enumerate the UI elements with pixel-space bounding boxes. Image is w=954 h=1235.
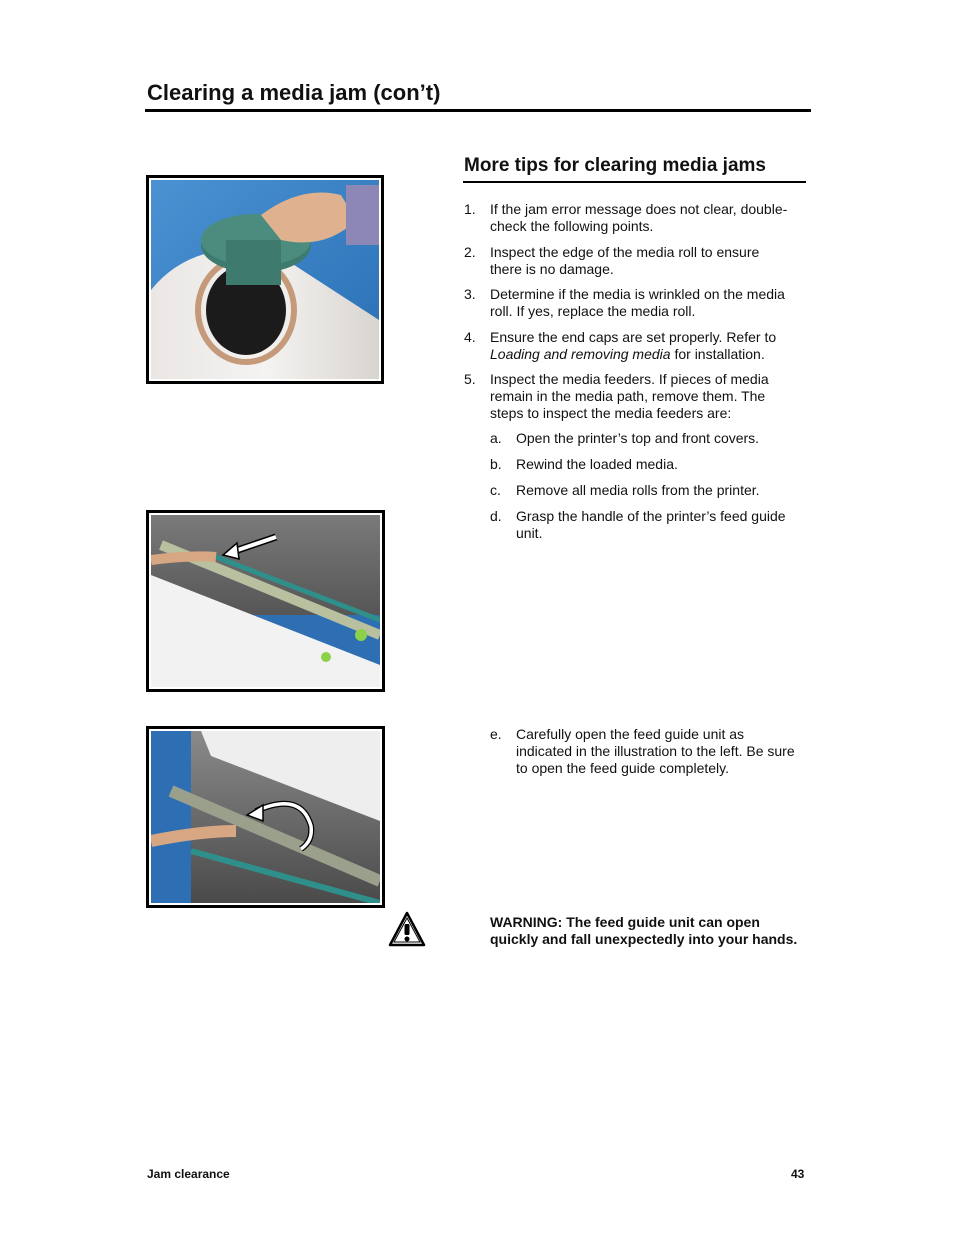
footer-page-number: 43 bbox=[791, 1167, 805, 1181]
substep-letter: e. bbox=[490, 726, 502, 742]
substep-text: Remove all media rolls from the printer. bbox=[516, 482, 760, 498]
cross-reference-link: Loading and removing media bbox=[490, 346, 671, 362]
step-number: 5. bbox=[464, 371, 476, 387]
step-text: Inspect the edge of the media roll to ensure there is no damage. bbox=[490, 244, 760, 277]
footer-chapter: Jam clearance bbox=[147, 1167, 230, 1181]
substep-letter: a. bbox=[490, 430, 502, 446]
substep-a bbox=[490, 430, 806, 447]
step-text-plain: for installation. bbox=[670, 346, 765, 362]
step-4 bbox=[464, 329, 806, 363]
substep-letter: b. bbox=[490, 456, 502, 472]
substep-e bbox=[490, 726, 806, 778]
feed-guide-handle-photo bbox=[146, 510, 385, 692]
title-rule bbox=[145, 109, 811, 112]
warning-triangle-icon bbox=[388, 910, 426, 948]
substep-text: Rewind the loaded media. bbox=[516, 456, 678, 472]
step-text: Inspect the media feeders. If pieces of media remain in the media path, remove them. The steps to inspect the media feeders are: bbox=[490, 371, 769, 421]
substep-letter: c. bbox=[490, 482, 501, 498]
step-text bbox=[490, 329, 806, 363]
step-number: 3. bbox=[464, 286, 476, 302]
step-text-plain: Ensure the end caps are set properly. Refer to bbox=[490, 329, 777, 345]
step-text: If the jam error message does not clear, double-check the following points. bbox=[490, 201, 788, 234]
page-title: Clearing a media jam (con’t) bbox=[147, 80, 441, 105]
step-number: 2. bbox=[464, 244, 476, 260]
end-cap-photo bbox=[146, 175, 384, 384]
step-3 bbox=[464, 286, 806, 320]
warning-text: WARNING: The feed guide unit can open quickly and fall unexpectedly into your hands. bbox=[490, 914, 798, 947]
section-rule bbox=[463, 181, 806, 183]
step-5 bbox=[464, 371, 806, 423]
substep-text: Carefully open the feed guide unit as indicated in the illustration to the left. Be sure to open the feed guide completely. bbox=[516, 726, 795, 776]
substep-c bbox=[490, 482, 806, 499]
step-1 bbox=[464, 201, 806, 235]
step-text: Determine if the media is wrinkled on the media roll. If yes, replace the media roll. bbox=[490, 286, 785, 319]
substep-d bbox=[490, 508, 806, 542]
substep-letter: d. bbox=[490, 508, 502, 524]
step-number: 4. bbox=[464, 329, 476, 345]
step-number: 1. bbox=[464, 201, 476, 217]
substep-text: Grasp the handle of the printer’s feed guide unit. bbox=[516, 508, 786, 541]
feed-guide-open-photo bbox=[146, 726, 385, 908]
substep-text: Open the printer’s top and front covers. bbox=[516, 430, 760, 446]
section-title: More tips for clearing media jams bbox=[464, 155, 766, 176]
step-2 bbox=[464, 244, 806, 278]
substep-b bbox=[490, 456, 806, 473]
